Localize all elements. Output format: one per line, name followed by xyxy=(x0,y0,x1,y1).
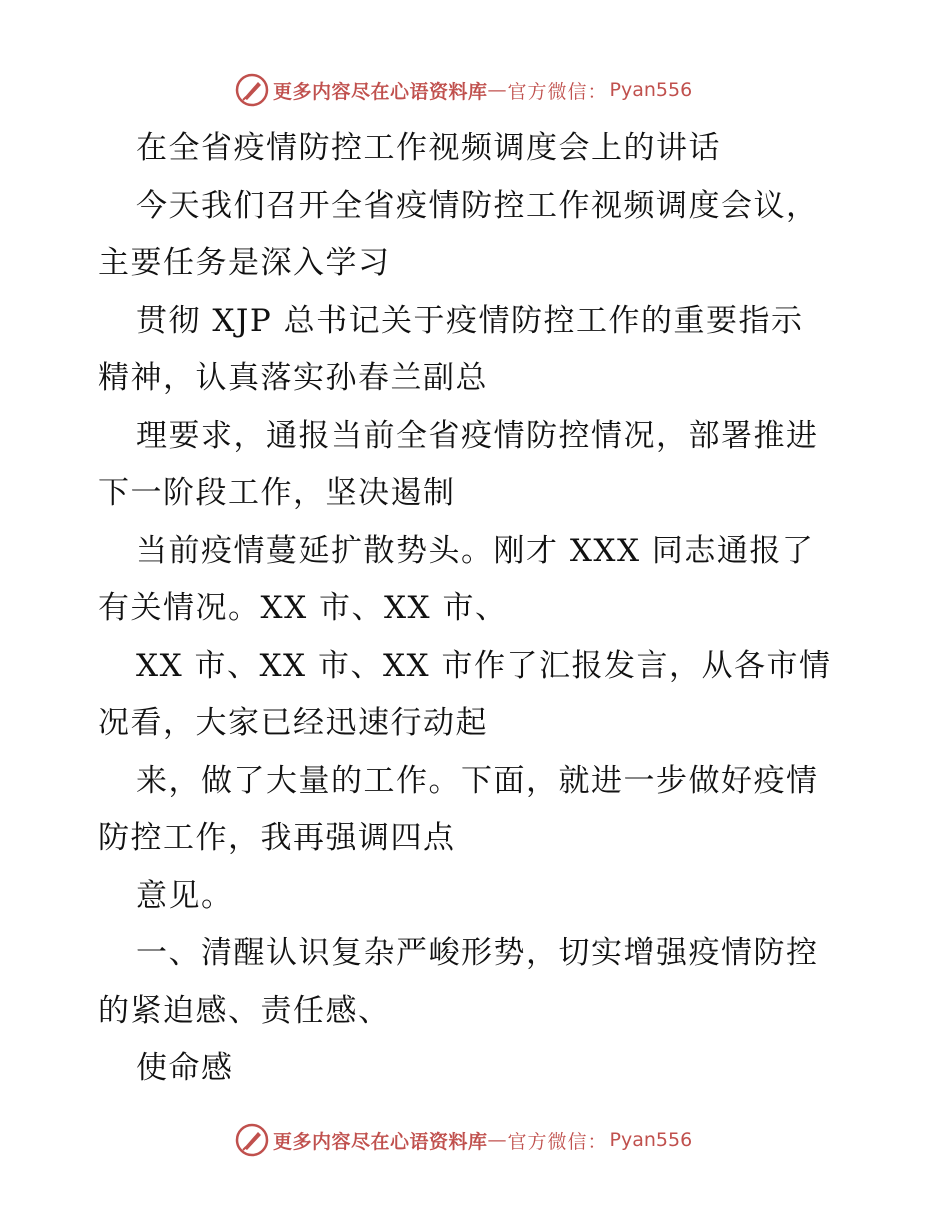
quill-logo-icon xyxy=(235,1123,269,1157)
text-line: 理要求，通报当前全省疫情防控情况，部署推进 xyxy=(136,417,819,454)
watermark-dash: — xyxy=(487,79,508,101)
text-line: 在全省疫情防控工作视频调度会上的讲话 xyxy=(136,130,721,166)
text-line: 贯彻 XJP 总书记关于疫情防控工作的重要指示 xyxy=(136,302,804,339)
footer-watermark xyxy=(235,1122,692,1158)
text-line: 有关情况。XX 市、XX 市、 xyxy=(98,590,508,626)
watermark-official: 官方微信： xyxy=(507,1130,608,1153)
header-watermark xyxy=(235,72,692,108)
text-line: 防控工作，我再强调四点 xyxy=(98,820,456,856)
watermark-wechat-id: Pyan556 xyxy=(609,1129,693,1151)
text-line: 使命感 xyxy=(136,1050,234,1086)
watermark-brand: 更多内容尽在心语资料库 xyxy=(273,80,488,103)
text-line: 下一阶段工作，坚决遏制 xyxy=(98,475,456,511)
quill-logo-icon xyxy=(235,73,269,107)
text-line: 来，做了大量的工作。下面，就进一步做好疫情 xyxy=(136,762,819,799)
text-line: 主要任务是深入学习 xyxy=(98,245,391,281)
text-line: 精神，认真落实孙春兰副总 xyxy=(98,360,488,396)
watermark-official: 官方微信： xyxy=(507,80,608,103)
watermark-wechat-id: Pyan556 xyxy=(609,79,693,101)
text-line: 的紧迫感、责任感、 xyxy=(98,992,391,1029)
watermark-dash: — xyxy=(487,1129,508,1151)
text-line: 意见。 xyxy=(136,877,234,914)
watermark-brand: 更多内容尽在心语资料库 xyxy=(273,1130,488,1153)
document-body xyxy=(98,120,858,1098)
text-line: 况看，大家已经迅速行动起 xyxy=(98,705,488,741)
text-line: 今天我们召开全省疫情防控工作视频调度会议， xyxy=(136,187,819,224)
text-line: XX 市、XX 市、XX 市作了汇报发言，从各市情 xyxy=(136,647,832,684)
text-line: 当前疫情蔓延扩散势头。刚才 XXX 同志通报了 xyxy=(136,532,815,569)
text-line: 一、清醒认识复杂严峻形势，切实增强疫情防控 xyxy=(136,935,819,971)
